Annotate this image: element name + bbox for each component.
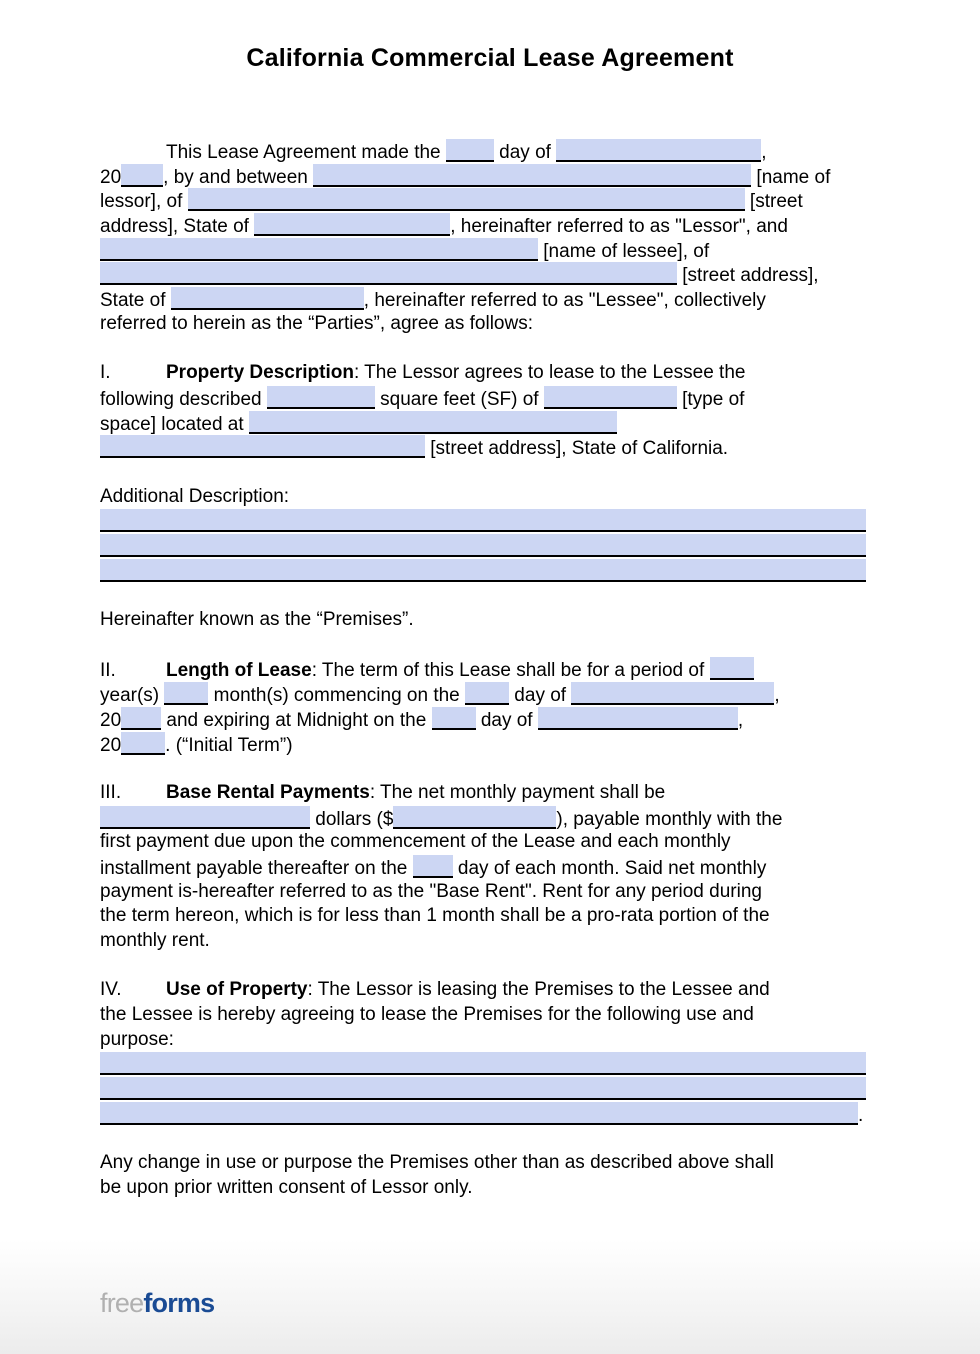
- line: [100, 855, 880, 880]
- text-run: referred to herein as the “Parties”, agree as follows:: [100, 312, 533, 334]
- line: [100, 485, 880, 510]
- text-run: purpose:: [100, 1028, 174, 1050]
- text-run: dollars ($: [310, 808, 394, 830]
- text-run: payment is-hereafter referred to as the "Base Rent". Rent for any period during: [100, 880, 762, 902]
- text-run: [name of lessee], of: [538, 240, 710, 262]
- text-run: year(s): [100, 685, 165, 707]
- text-run: be upon prior written consent of Lessor only.: [100, 1176, 473, 1198]
- blank-field[interactable]: [393, 806, 556, 829]
- section-4-use-of-property: [100, 978, 880, 1126]
- text-run: Additional Description:: [100, 485, 290, 507]
- freeforms-logo: [100, 1290, 214, 1317]
- text-run: 20: [100, 734, 122, 756]
- document-body: [0, 139, 980, 1201]
- text-run: lessor], of: [100, 191, 188, 213]
- text-run: following described: [100, 388, 267, 410]
- line: [100, 880, 880, 905]
- blank-field[interactable]: [556, 139, 761, 162]
- text-run: 20: [100, 709, 122, 731]
- blank-field[interactable]: [100, 559, 866, 582]
- text-run: month(s) commencing on the: [208, 685, 466, 707]
- text-run: day of: [493, 142, 557, 163]
- line: [100, 287, 880, 312]
- line: [100, 707, 880, 732]
- line: [100, 1077, 880, 1102]
- text-run: square feet (SF) of: [374, 388, 544, 410]
- premises-note: [100, 608, 880, 633]
- text-run: address], State of: [100, 216, 255, 238]
- blank-field[interactable]: [413, 855, 453, 878]
- blank-field[interactable]: [313, 164, 751, 187]
- text-run: the Lessee is hereby agreeing to lease the Premises for the following use and: [100, 1004, 754, 1026]
- text-run: : The Lessor agrees to lease to the Lessee the: [353, 362, 746, 384]
- text-run: [street: [744, 191, 803, 213]
- blank-field[interactable]: [100, 1077, 866, 1100]
- blank-field[interactable]: [571, 682, 774, 705]
- text-run: Use of Property: [166, 979, 308, 1001]
- text-run: : The net monthly payment shall be: [369, 781, 666, 803]
- line: [100, 238, 880, 263]
- line: [100, 929, 880, 954]
- blank-field[interactable]: [164, 682, 208, 705]
- blank-field[interactable]: [100, 1052, 866, 1075]
- line: [100, 781, 880, 806]
- section-numeral: II.: [100, 660, 116, 682]
- blank-field[interactable]: [465, 682, 509, 705]
- text-run: [street address], State of California.: [425, 438, 729, 460]
- line: [100, 213, 880, 238]
- footer: [0, 1240, 980, 1354]
- blank-field[interactable]: [121, 707, 161, 730]
- line: [100, 682, 880, 707]
- line: [100, 904, 880, 929]
- text-run: 20: [100, 166, 122, 188]
- text-run: Base Rental Payments: [166, 781, 370, 803]
- line: [100, 534, 880, 559]
- text-run: : The Lessor is leasing the Premises to the Lessee and: [307, 979, 770, 1001]
- text-run: [type of: [676, 388, 745, 410]
- logo-free-text: free: [100, 1288, 144, 1318]
- blank-field[interactable]: [171, 287, 364, 310]
- text-run: Length of Lease: [166, 660, 312, 682]
- text-run: the term hereon, which is for less than 1 month shall be a pro-rata portion of the: [100, 905, 770, 927]
- text-run: [name of: [751, 166, 831, 188]
- line: [100, 386, 880, 411]
- blank-field[interactable]: [249, 411, 617, 434]
- text-run: Any change in use or purpose the Premises other than as described above shall: [100, 1152, 774, 1174]
- text-run: first payment due upon the commencement of the Lease and each monthly: [100, 831, 731, 853]
- text-run: State of: [100, 290, 171, 312]
- line: [100, 411, 880, 436]
- line: [100, 1003, 880, 1028]
- blank-field[interactable]: [432, 707, 476, 730]
- line: [100, 1052, 880, 1077]
- text-run: ,: [737, 709, 744, 731]
- text-run: .: [858, 1104, 864, 1126]
- line: [100, 1151, 880, 1176]
- blank-field[interactable]: [538, 707, 738, 730]
- line: [100, 361, 880, 386]
- line: [100, 559, 880, 584]
- line: [100, 139, 880, 164]
- section-2-length-of-lease: [100, 657, 880, 756]
- line: [100, 806, 880, 831]
- blank-field[interactable]: [100, 806, 310, 829]
- line: [100, 164, 880, 189]
- text-run: day of each month. Said net monthly: [452, 857, 767, 879]
- line: [100, 1028, 880, 1053]
- text-run: , hereinafter referred to as "Lessor", and: [450, 216, 788, 238]
- line: [100, 1102, 880, 1127]
- line: [100, 657, 880, 682]
- text-run: Property Description: [166, 362, 354, 384]
- text-run: installment payable thereafter on the: [100, 857, 413, 879]
- blank-field[interactable]: [100, 262, 677, 285]
- line: [100, 262, 880, 287]
- blank-field[interactable]: [267, 386, 375, 409]
- line: [100, 312, 880, 337]
- text-run: day of: [475, 709, 538, 731]
- blank-field[interactable]: [188, 188, 745, 211]
- text-run: This Lease Agreement made the: [166, 142, 446, 163]
- additional-description: [100, 485, 880, 584]
- blank-field[interactable]: [100, 238, 538, 261]
- blank-field[interactable]: [544, 386, 677, 409]
- text-run: [street address],: [677, 265, 819, 287]
- text-run: , hereinafter referred to as "Lessee", collectively: [363, 290, 766, 312]
- text-run: : The term of this Lease shall be for a period of: [311, 660, 710, 682]
- line: [100, 435, 880, 460]
- blank-field[interactable]: [121, 732, 165, 755]
- text-run: ,: [774, 685, 780, 707]
- text-run: , by and between: [163, 166, 314, 188]
- text-run: day of: [509, 685, 572, 707]
- use-change-note: [100, 1151, 880, 1200]
- text-run: Hereinafter known as the “Premises”.: [100, 609, 414, 631]
- text-run: ), payable monthly with the: [556, 808, 783, 830]
- blank-field[interactable]: [254, 213, 450, 236]
- line: [100, 608, 880, 633]
- line: [100, 978, 880, 1003]
- blank-field[interactable]: [446, 139, 494, 162]
- section-numeral: I.: [100, 362, 111, 384]
- text-run: . (“Initial Term”): [165, 734, 293, 756]
- line: [100, 509, 880, 534]
- blank-field[interactable]: [100, 534, 866, 557]
- line: [100, 1176, 880, 1201]
- blank-field[interactable]: [710, 657, 754, 680]
- line: [100, 188, 880, 213]
- section-numeral: III.: [100, 781, 122, 803]
- line: [100, 732, 880, 757]
- text-run: and expiring at Midnight on the: [161, 709, 432, 731]
- page-title: California Commercial Lease Agreement: [246, 44, 734, 72]
- text-run: monthly rent.: [100, 930, 210, 951]
- text-run: ,: [761, 142, 767, 163]
- section-1-property-description: [100, 361, 880, 460]
- logo-forms-text: forms: [143, 1288, 215, 1318]
- line: [100, 830, 880, 855]
- section-numeral: IV.: [100, 979, 122, 1001]
- blank-field[interactable]: [121, 164, 163, 187]
- blank-field[interactable]: [100, 435, 425, 458]
- first-line-indent: [100, 157, 166, 158]
- blank-field[interactable]: [100, 509, 866, 532]
- text-run: space] located at: [100, 413, 249, 435]
- blank-field[interactable]: [100, 1102, 858, 1125]
- intro-paragraph: [100, 139, 880, 337]
- section-3-base-rental-payments: [100, 781, 880, 954]
